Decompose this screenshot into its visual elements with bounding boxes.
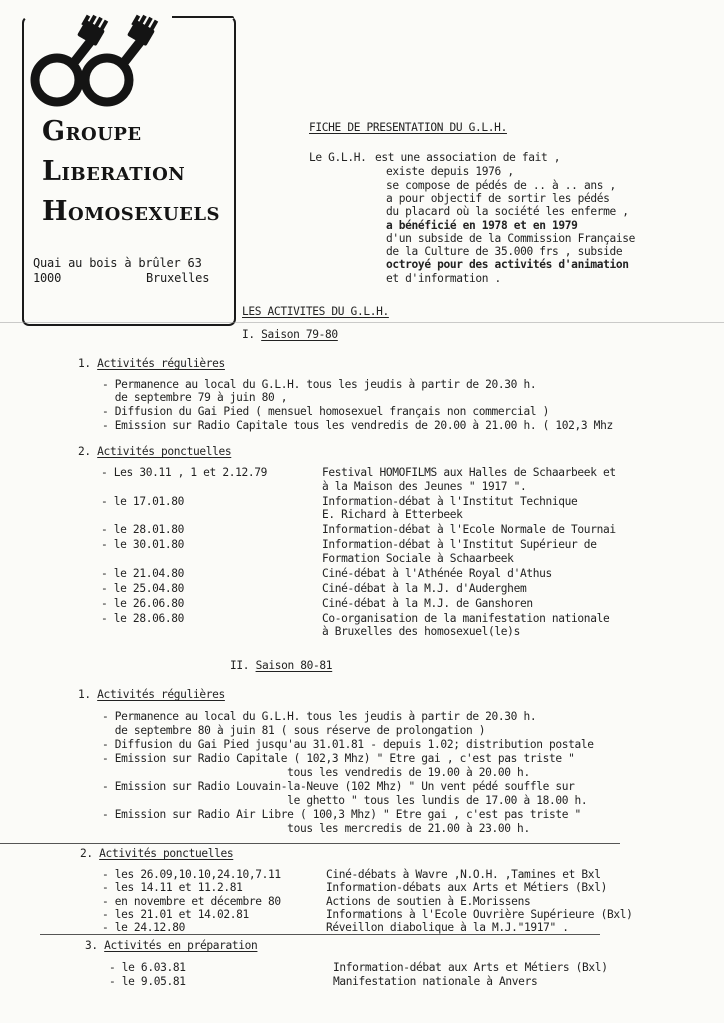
org-name-word: IBERATION	[61, 164, 186, 185]
event-description: Formation Sociale à Schaarbeek	[322, 551, 514, 565]
season1-regular-heading	[78, 357, 225, 370]
presentation-line: octroyé pour des activités d'animation	[386, 258, 629, 272]
season1-heading	[242, 328, 338, 341]
list-item: de septembre 80 à juin 81 ( sous réserve de prolongation )	[102, 724, 486, 737]
list-item: - Permanence au local du G.L.H. tous les jeudis à partir de 20.30 h.	[102, 378, 537, 391]
presentation-line: a bénéficié en 1978 et en 1979	[386, 218, 578, 232]
section-title: Activités en préparation	[104, 939, 258, 952]
event-date: - en novembre et décembre 80	[102, 894, 281, 908]
section-number: 2.	[78, 445, 91, 458]
presentation-line: a pour objectif de sortir les pédés	[386, 191, 610, 205]
season2-heading	[230, 659, 332, 672]
event-description: Ciné-débat à la M.J. d'Auderghem	[322, 581, 527, 595]
org-name-word: ROUPE	[65, 124, 142, 145]
event-description: Information-débats aux Arts et Métiers (Bxl)	[326, 881, 607, 895]
event-description: Co-organisation de la manifestation nationale	[322, 611, 610, 625]
season2-occasional-heading	[80, 847, 233, 860]
presentation-line: se compose de pédés de .. à .. ans ,	[386, 178, 616, 192]
season2-preparation-heading	[85, 939, 257, 952]
event-description: Information-débat à l'Ecole Normale de Tournai	[322, 523, 616, 536]
list-item: - Emission sur Radio Capitale ( 102,3 Mhz) " Etre gai , c'est pas triste "	[102, 752, 575, 765]
list-item: tous les vendredis de 19.00 à 20.00 h.	[102, 766, 530, 779]
section-title: Activités ponctuelles	[99, 847, 234, 860]
season-numeral: II.	[230, 659, 250, 672]
presentation-title: FICHE DE PRESENTATION DU G.L.H.	[309, 121, 507, 134]
event-date: - les 26.09,10.10,24.10,7.11	[102, 868, 281, 881]
section-number: 1.	[78, 688, 91, 701]
season1-occasional-heading	[78, 445, 231, 458]
event-description: Réveillon diabolique à la M.J."1917" .	[326, 921, 569, 935]
org-name-line-3	[42, 196, 220, 227]
event-description: Manifestation nationale à Anvers	[333, 975, 538, 988]
divider	[0, 843, 620, 844]
double-male-symbol-with-fists-icon	[18, 10, 168, 110]
event-date: - le 24.12.80	[102, 921, 186, 935]
letterhead-box-top-border	[172, 16, 234, 18]
section-title: Activités ponctuelles	[97, 445, 232, 458]
event-date: - le 6.03.81	[109, 961, 186, 974]
event-description: E. Richard à Etterbeek	[322, 508, 463, 521]
season-title: Saison 79-80	[261, 328, 338, 341]
address-city: Bruxelles	[146, 271, 210, 285]
event-date: - le 30.01.80	[101, 538, 185, 551]
event-description: à Bruxelles des homosexuel(le)s	[322, 625, 520, 638]
event-description: Information-débat aux Arts et Métiers (Bxl)	[333, 961, 608, 974]
event-description: Festival HOMOFILMS aux Halles de Schaarbeek et	[322, 466, 616, 479]
address-postcode: 1000	[33, 271, 62, 285]
org-name-line-1	[42, 116, 142, 147]
event-date: - les 21.01 et 14.02.81	[102, 907, 249, 921]
section-number: 1.	[78, 357, 91, 370]
event-description: Actions de soutien à E.Morissens	[326, 894, 531, 908]
presentation-line: de la Culture de 35.000 frs , subside	[386, 245, 623, 259]
org-name-initial: L	[42, 156, 62, 187]
section-number: 3.	[85, 939, 98, 952]
list-item: tous les mercredis de 21.00 à 23.00 h.	[102, 822, 530, 835]
season2-regular-heading	[78, 688, 225, 701]
presentation-line: du placard où la société les enferme ,	[386, 205, 629, 219]
season-title: Saison 80-81	[255, 659, 333, 672]
event-description: Information-débat à l'Institut Supérieur de	[322, 538, 597, 551]
divider	[40, 934, 600, 935]
event-date: - le 28.01.80	[101, 523, 185, 536]
list-item: le ghetto " tous les lundis de 17.00 à 18.00 h.	[102, 794, 588, 807]
event-date: - le 25.04.80	[101, 581, 185, 595]
event-description: Informations à l'Ecole Ouvrière Supérieure (Bxl)	[326, 907, 633, 921]
divider	[0, 322, 724, 323]
list-item: - Emission sur Radio Louvain-la-Neuve (102 Mhz) " Un vent pédé souffle sur	[102, 780, 575, 793]
event-date: - le 17.01.80	[101, 494, 185, 508]
event-date: - le 9.05.81	[109, 975, 186, 988]
season-numeral: I.	[242, 328, 255, 341]
presentation-subject: Le G.L.H.	[309, 151, 367, 164]
org-name-initial: H	[42, 196, 69, 227]
list-item: de septembre 79 à juin 80 ,	[102, 391, 288, 404]
list-item: - Diffusion du Gai Pied jusqu'au 31.01.81 - depuis 1.02; distribution postale	[102, 738, 594, 751]
list-item: - Diffusion du Gai Pied ( mensuel homosexuel français non commercial )	[102, 405, 549, 418]
event-description: Ciné-débat à l'Athénée Royal d'Athus	[322, 566, 552, 580]
presentation-line: existe depuis 1976 ,	[386, 165, 514, 179]
org-name-line-2	[42, 156, 185, 187]
activities-title: LES ACTIVITES DU G.L.H.	[242, 305, 389, 318]
presentation-line: d'un subside de la Commission Française	[386, 231, 636, 245]
event-description: Ciné-débat à la M.J. de Ganshoren	[322, 596, 533, 610]
address-street: Quai au bois à brûler 63	[33, 256, 202, 270]
org-name-initial: G	[42, 116, 66, 147]
presentation-line: est une association de fait ,	[375, 151, 561, 164]
event-date: - le 21.04.80	[101, 566, 185, 580]
event-date: - le 26.06.80	[101, 596, 185, 610]
list-item: - Emission sur Radio Capitale tous les vendredis de 20.00 à 21.00 h. ( 102,3 Mhz	[102, 419, 613, 432]
event-description: à la Maison des Jeunes " 1917 ".	[322, 479, 527, 493]
event-date: - le 28.06.80	[101, 611, 185, 625]
section-title: Activités régulières	[97, 357, 225, 370]
presentation-line: et d'information .	[386, 271, 501, 285]
event-description: Ciné-débats à Wavre ,N.O.H. ,Tamines et Bxl	[326, 868, 601, 881]
org-name-word: OMOSEXUELS	[68, 204, 221, 225]
list-item: - Emission sur Radio Air Libre ( 100,3 Mhz) " Etre gai , c'est pas triste "	[102, 808, 581, 821]
section-number: 2.	[80, 847, 93, 860]
event-date: - Les 30.11 , 1 et 2.12.79	[101, 466, 268, 479]
section-title: Activités régulières	[97, 688, 225, 701]
list-item: - Permanence au local du G.L.H. tous les jeudis à partir de 20.30 h.	[102, 710, 537, 723]
event-description: Information-débat à l'Institut Technique	[322, 494, 578, 508]
event-date: - les 14.11 et 11.2.81	[102, 881, 243, 895]
